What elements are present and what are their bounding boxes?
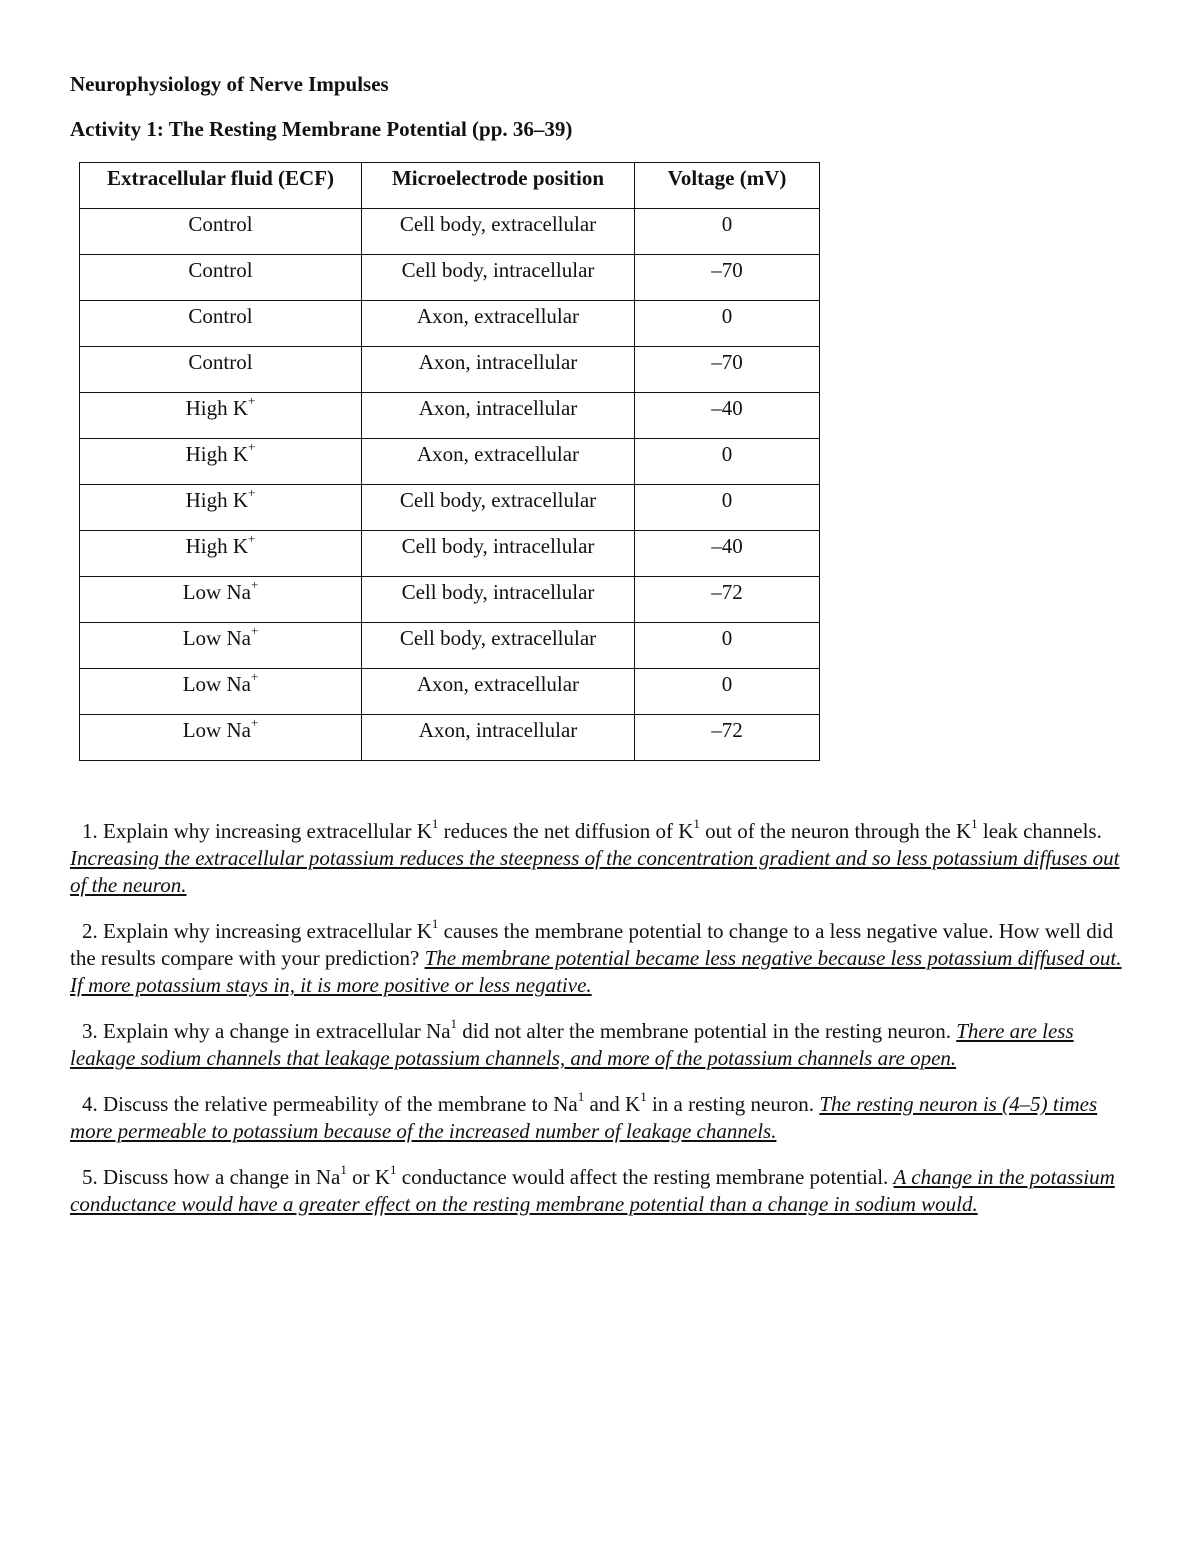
table-row [80,623,820,669]
cell-voltage: 0 [635,209,820,255]
cell-ecf: Control [80,301,362,347]
document-title: Neurophysiology of Nerve Impulses [70,72,389,96]
table-row [80,577,820,623]
question-text: Explain why increasing extracellular K [103,919,432,943]
question-text: Discuss how a change in Na [103,1165,341,1189]
question-text: conductance would affect the resting membrane potential. [396,1165,889,1189]
answer-text: There are less leakage sodium channels that leakage potassium channels, and more of the potassium channels are open. [70,1019,1074,1070]
cell-voltage: –72 [635,715,820,761]
answer-text: Increasing the extracellular potassium reduces the steepness of the concentration gradient and so less potassium diffuses out of the neuron. [70,846,1120,897]
table-row [80,669,820,715]
cell-ecf: High K+ [80,485,362,531]
question-text: reduces the net diffusion of K [438,819,694,843]
question-text: Explain why a change in extracellular Na [103,1019,451,1043]
cell-ecf: Control [80,255,362,301]
table-row [80,531,820,577]
answer-text: The resting neuron is (4–5) times more permeable to potassium because of the increased number of leakage channels. [70,1092,1098,1143]
cell-position: Axon, extracellular [362,439,635,485]
table-row [80,715,820,761]
questions-section [70,818,1130,1237]
cell-voltage: –70 [635,347,820,393]
cell-voltage: 0 [635,301,820,347]
question-text: causes the membrane potential to change to a less negative value. How well did the results compare with your prediction? [70,919,1114,970]
results-table [79,162,820,761]
table-row [80,209,820,255]
cell-ecf: Low Na+ [80,715,362,761]
cell-voltage: –40 [635,531,820,577]
question-4: 4. Discuss the relative permeability of the membrane to Na$^1$ and $K^1$ in a resting neuron. The resting neuron is (4–5) times more permeable to potassium because of the increased number of leakage channels. [70,1089,1098,1143]
question-2: 2. Explain why increasing extracellular $K^1$ causes the membrane potential to change to a less negative value. How well did the results compare with your prediction? The membrane potential became less negative because less potassium diffused out. If more potassium stays in, it is more positive or less negative. [70,916,1122,997]
question-text: did not alter the membrane potential in the resting neuron. [457,1019,951,1043]
cell-position: Axon, extracellular [362,669,635,715]
cell-ecf: High K+ [80,531,362,577]
cell-position: Axon, intracellular [362,393,635,439]
cell-position: Axon, intracellular [362,347,635,393]
header-ecf: Extracellular fluid (ECF) [80,163,362,209]
cell-voltage: –70 [635,255,820,301]
question-text: or K [346,1165,391,1189]
cell-voltage: –40 [635,393,820,439]
table-header-row [80,163,820,209]
cell-voltage: 0 [635,485,820,531]
question-text: Discuss the relative permeability of the membrane to Na [103,1092,578,1116]
question-number: 1. [82,819,98,843]
cell-ecf: Low Na+ [80,577,362,623]
cell-position: Cell body, extracellular [362,623,635,669]
cell-ecf: High K+ [80,439,362,485]
cell-position: Cell body, intracellular [362,531,635,577]
cell-ecf: Control [80,347,362,393]
question-text: leak channels. [977,819,1102,843]
cell-ecf: Low Na+ [80,669,362,715]
question-text: out of the neuron through the K [699,819,972,843]
answer-text: The membrane potential became less negative because less potassium diffused out. If more potassium stays in, it is more positive or less negative. [70,946,1122,997]
cell-position: Axon, intracellular [362,715,635,761]
table-row [80,301,820,347]
cell-position: Cell body, intracellular [362,255,635,301]
header-position: Microelectrode position [362,163,635,209]
question-5: 5. Discuss how a change in Na$^1$ or $K^1$ conductance would affect the resting membrane potential. A change in the potassium conductance would have a greater effect on the resting membrane potential than a change in sodium would. [70,1162,1115,1216]
cell-ecf: High K+ [80,393,362,439]
question-number: 5. [82,1165,98,1189]
table-row [80,439,820,485]
question-1: 1. Explain why increasing extracellular $K^1$ reduces the net diffusion of $K^1$ out of the neuron through the $K^1$ leak channels. Increasing the extracellular potassium reduces the steepness of the concentration gradient and so less potassium diffuses out of the neuron. [70,816,1120,897]
question-number: 3. [82,1019,98,1043]
cell-voltage: 0 [635,623,820,669]
question-text: in a resting neuron. [646,1092,815,1116]
table-row [80,255,820,301]
cell-position: Cell body, extracellular [362,485,635,531]
cell-voltage: –72 [635,577,820,623]
answer-text: A change in the potassium conductance would have a greater effect on the resting membrane potential than a change in sodium would. [70,1165,1115,1216]
table-row [80,393,820,439]
question-3: 3. Explain why a change in extracellular Na$^1$ did not alter the membrane potential in the resting neuron. There are less leakage sodium channels that leakage potassium channels, and more of the potassium channels are open. [70,1016,1074,1070]
question-number: 4. [82,1092,98,1116]
cell-position: Cell body, extracellular [362,209,635,255]
activity-heading: Activity 1: The Resting Membrane Potential (pp. 36–39) [70,117,573,141]
question-text: Explain why increasing extracellular K [103,819,432,843]
cell-position: Axon, extracellular [362,301,635,347]
table-row [80,485,820,531]
header-voltage: Voltage (mV) [635,163,820,209]
table-row [80,347,820,393]
cell-ecf: Low Na+ [80,623,362,669]
cell-voltage: 0 [635,669,820,715]
cell-voltage: 0 [635,439,820,485]
cell-ecf: Control [80,209,362,255]
question-text: and K [584,1092,641,1116]
question-number: 2. [82,919,98,943]
cell-position: Cell body, intracellular [362,577,635,623]
